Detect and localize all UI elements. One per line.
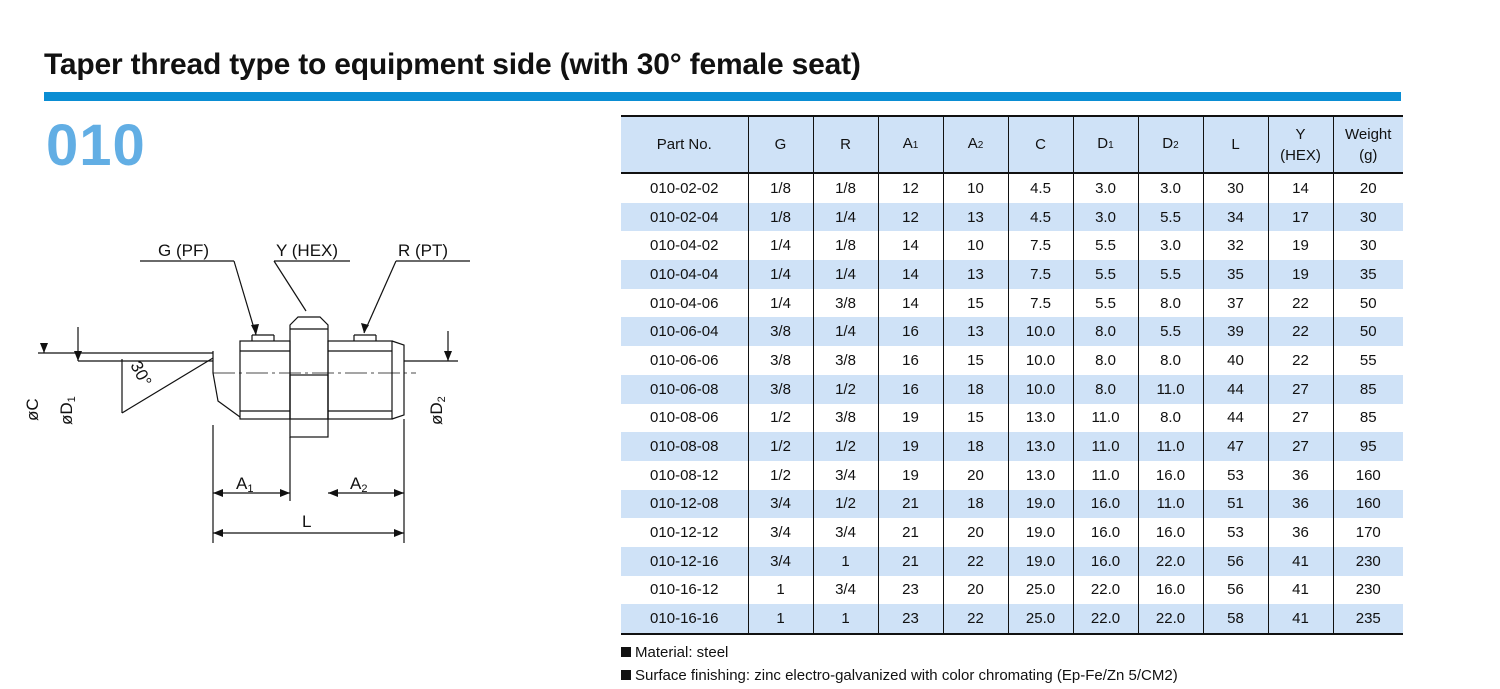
cell-d1: 5.5	[1073, 231, 1138, 260]
cell-a1: 14	[878, 289, 943, 318]
cell-d1: 11.0	[1073, 461, 1138, 490]
cell-weight: 50	[1333, 317, 1403, 346]
cell-g: 1/4	[748, 260, 813, 289]
cell-d1: 11.0	[1073, 432, 1138, 461]
cell-c: 4.5	[1008, 173, 1073, 203]
table-row	[621, 518, 1403, 547]
cell-part-no: 010-12-12	[650, 524, 719, 542]
cell-part-no: 010-16-12	[650, 581, 719, 599]
cell-weight: 170	[1333, 518, 1403, 547]
cell-g: 1/4	[748, 231, 813, 260]
cell-y-hex: 19	[1268, 260, 1333, 289]
cell-y-hex: 22	[1268, 346, 1333, 375]
cell-l: 56	[1203, 576, 1268, 605]
note-surface-finishing: Surface finishing: zinc electro-galvanized with color chromating (Ep-Fe/Zn 5/CM2)	[621, 664, 1178, 687]
cell-d2: 16.0	[1138, 461, 1203, 490]
cell-g: 3/4	[748, 547, 813, 576]
cell-l: 51	[1203, 490, 1268, 519]
cell-a1: 21	[878, 490, 943, 519]
cell-a2: 13	[943, 203, 1008, 232]
leader-y	[274, 261, 306, 311]
header-y: Y (HEX)	[1268, 116, 1333, 173]
cell-d1: 8.0	[1073, 346, 1138, 375]
cell-r: 1/8	[813, 231, 878, 260]
hex-body	[290, 317, 328, 419]
cell-a1: 16	[878, 317, 943, 346]
cell-c: 7.5	[1008, 260, 1073, 289]
cell-r: 1/2	[813, 432, 878, 461]
note-material: Material: steel	[621, 641, 1178, 664]
cell-part-no: 010-12-16	[621, 547, 748, 576]
cell-weight: 160	[1333, 461, 1403, 490]
cell-weight: 85	[1333, 404, 1403, 433]
header-r: R	[813, 116, 878, 173]
cell-weight: 230	[1333, 547, 1403, 576]
cell-a2: 15	[943, 404, 1008, 433]
cell-part-no: 010-06-08	[621, 375, 748, 404]
cell-r: 1/4	[813, 317, 878, 346]
table-row	[621, 231, 1403, 260]
cell-a2: 20	[943, 518, 1008, 547]
cell-g: 1/8	[748, 173, 813, 203]
label-dim-c: øC	[23, 398, 42, 421]
cell-c: 10.0	[1008, 317, 1073, 346]
cell-d1: 8.0	[1073, 317, 1138, 346]
cell-a1: 12	[878, 203, 943, 232]
cell-part-no: 010-08-06	[650, 409, 719, 427]
cell-a2: 10	[943, 173, 1008, 203]
table-row	[621, 461, 1403, 490]
cell-c: 10.0	[1008, 375, 1073, 404]
cell-d1: 16.0	[1073, 547, 1138, 576]
cell-a1: 19	[878, 461, 943, 490]
table-row	[621, 576, 1403, 605]
page-title: Taper thread type to equipment side (with 30° female seat)	[44, 48, 861, 81]
header-d2: D2	[1138, 116, 1203, 173]
cell-part-no: 010-16-16	[621, 604, 748, 634]
cell-l: 53	[1203, 461, 1268, 490]
cell-y-hex: 36	[1268, 490, 1333, 519]
square-bullet-icon	[621, 647, 631, 657]
label-y: Y (HEX)	[276, 241, 339, 260]
cell-part-no: 010-12-08	[621, 490, 748, 519]
cell-weight: 230	[1333, 576, 1403, 605]
cell-r: 3/4	[813, 518, 878, 547]
cell-l: 40	[1203, 346, 1268, 375]
cell-a1: 16	[878, 375, 943, 404]
cell-c: 19.0	[1008, 547, 1073, 576]
cell-a2: 10	[943, 231, 1008, 260]
cell-r: 3/4	[813, 461, 878, 490]
cell-l: 39	[1203, 317, 1268, 346]
leader-r	[364, 261, 396, 333]
cell-l: 32	[1203, 231, 1268, 260]
cell-d2: 5.5	[1138, 317, 1203, 346]
cell-d1: 16.0	[1073, 518, 1138, 547]
cell-c: 25.0	[1008, 576, 1073, 605]
cell-l: 37	[1203, 289, 1268, 318]
cell-a1: 16	[878, 346, 943, 375]
header-weight: Weight (g)	[1333, 116, 1403, 173]
cell-y-hex: 22	[1268, 317, 1333, 346]
table-row	[621, 289, 1403, 318]
cell-a2: 20	[943, 576, 1008, 605]
cell-d1: 8.0	[1073, 375, 1138, 404]
cell-part-no: 010-02-04	[621, 203, 748, 232]
cell-g: 3/8	[748, 346, 813, 375]
cell-l: 44	[1203, 375, 1268, 404]
cell-part-no: 010-04-02	[650, 237, 719, 255]
cell-c: 4.5	[1008, 203, 1073, 232]
cell-y-hex: 17	[1268, 203, 1333, 232]
cell-c: 13.0	[1008, 432, 1073, 461]
table-row	[621, 404, 1403, 433]
cell-a1: 12	[878, 173, 943, 203]
label-dim-a1: A1	[236, 474, 254, 495]
header-c: C	[1008, 116, 1073, 173]
cell-g: 3/8	[748, 375, 813, 404]
leader-g	[234, 261, 256, 335]
cell-l: 58	[1203, 604, 1268, 634]
table-row	[621, 432, 1403, 461]
cell-a2: 22	[943, 604, 1008, 634]
cell-weight: 30	[1333, 203, 1403, 232]
cell-r: 1/2	[813, 490, 878, 519]
cell-weight: 35	[1333, 260, 1403, 289]
label-g: G (PF)	[158, 241, 209, 260]
cell-d1: 22.0	[1073, 576, 1138, 605]
header-d1: D1	[1073, 116, 1138, 173]
table-row	[621, 260, 1403, 289]
spec-table	[621, 115, 1403, 635]
cell-part-no: 010-08-12	[650, 466, 719, 484]
cell-a2: 22	[943, 547, 1008, 576]
cell-g: 1/2	[748, 432, 813, 461]
cell-r: 1	[813, 604, 878, 634]
cell-d1: 3.0	[1073, 203, 1138, 232]
cell-d2: 8.0	[1138, 289, 1203, 318]
square-bullet-icon	[621, 670, 631, 680]
header-a2: A2	[943, 116, 1008, 173]
label-dim-d2: øD2	[427, 396, 448, 425]
cell-d1: 22.0	[1073, 604, 1138, 634]
cell-g: 1/2	[748, 461, 813, 490]
cell-a1: 23	[878, 604, 943, 634]
cell-a1: 23	[878, 576, 943, 605]
cell-y-hex: 27	[1268, 432, 1333, 461]
cell-d2: 22.0	[1138, 547, 1203, 576]
cell-l: 56	[1203, 547, 1268, 576]
cell-d2: 8.0	[1138, 404, 1203, 433]
label-dim-d1: øD1	[57, 396, 78, 425]
header-l: L	[1203, 116, 1268, 173]
cell-y-hex: 41	[1268, 576, 1333, 605]
table-row	[621, 375, 1403, 404]
cell-r: 3/4	[813, 576, 878, 605]
table-row	[621, 346, 1403, 375]
table-row	[621, 547, 1403, 576]
cell-weight: 30	[1333, 231, 1403, 260]
cell-c: 19.0	[1008, 518, 1073, 547]
table-header-row	[621, 116, 1403, 173]
cell-c: 10.0	[1008, 346, 1073, 375]
cell-d2: 16.0	[1138, 576, 1203, 605]
cell-part-no: 010-04-04	[621, 260, 748, 289]
cell-y-hex: 27	[1268, 375, 1333, 404]
cell-d2: 3.0	[1138, 173, 1203, 203]
cell-c: 7.5	[1008, 289, 1073, 318]
label-dim-a2: A2	[350, 474, 368, 495]
cell-a2: 18	[943, 432, 1008, 461]
cell-l: 35	[1203, 260, 1268, 289]
cell-d2: 22.0	[1138, 604, 1203, 634]
table-row	[621, 317, 1403, 346]
cell-a1: 14	[878, 260, 943, 289]
cell-y-hex: 14	[1268, 173, 1333, 203]
header-part-no: Part No.	[621, 116, 748, 173]
cell-part-no: 010-04-06	[650, 294, 719, 312]
cell-y-hex: 36	[1268, 518, 1333, 547]
cell-d2: 3.0	[1138, 231, 1203, 260]
cell-c: 25.0	[1008, 604, 1073, 634]
cell-d1: 3.0	[1073, 173, 1138, 203]
cell-l: 30	[1203, 173, 1268, 203]
cell-r: 3/8	[813, 289, 878, 318]
cell-a1: 21	[878, 547, 943, 576]
cell-r: 1/4	[813, 260, 878, 289]
cell-a2: 13	[943, 317, 1008, 346]
cell-c: 7.5	[1008, 231, 1073, 260]
cell-a1: 19	[878, 432, 943, 461]
cell-part-no: 010-06-04	[621, 317, 748, 346]
cell-a1: 19	[878, 404, 943, 433]
cell-r: 1/8	[813, 173, 878, 203]
cell-d2: 8.0	[1138, 346, 1203, 375]
cell-weight: 20	[1333, 173, 1403, 203]
cell-g: 3/8	[748, 317, 813, 346]
cell-l: 53	[1203, 518, 1268, 547]
cell-c: 19.0	[1008, 490, 1073, 519]
cell-g: 3/4	[748, 490, 813, 519]
cell-a1: 14	[878, 231, 943, 260]
cell-y-hex: 41	[1268, 547, 1333, 576]
cell-l: 44	[1203, 404, 1268, 433]
cell-g: 1/2	[748, 404, 813, 433]
cell-y-hex: 27	[1268, 404, 1333, 433]
label-angle: 30°	[126, 357, 156, 390]
fitting-drawing	[18, 225, 488, 555]
cell-a2: 15	[943, 289, 1008, 318]
hex-lower	[290, 375, 328, 437]
cell-a2: 18	[943, 490, 1008, 519]
cell-d1: 16.0	[1073, 490, 1138, 519]
header-g: G	[748, 116, 813, 173]
cell-d2: 5.5	[1138, 203, 1203, 232]
cell-r: 1	[813, 547, 878, 576]
cell-a2: 13	[943, 260, 1008, 289]
cell-g: 1	[748, 576, 813, 605]
cell-d2: 16.0	[1138, 518, 1203, 547]
cell-d2: 11.0	[1138, 375, 1203, 404]
seat-profile	[213, 351, 240, 417]
cell-weight: 95	[1333, 432, 1403, 461]
right-body	[328, 341, 392, 419]
table-row	[621, 173, 1403, 203]
header-a1: A1	[878, 116, 943, 173]
cell-a2: 15	[943, 346, 1008, 375]
cell-g: 1/4	[748, 289, 813, 318]
cell-a2: 20	[943, 461, 1008, 490]
cell-weight: 55	[1333, 346, 1403, 375]
cell-g: 1	[748, 604, 813, 634]
cell-y-hex: 19	[1268, 231, 1333, 260]
table-row	[621, 490, 1403, 519]
table-row	[621, 604, 1403, 634]
cell-weight: 235	[1333, 604, 1403, 634]
cell-a1: 21	[878, 518, 943, 547]
cell-c: 13.0	[1008, 461, 1073, 490]
cell-weight: 85	[1333, 375, 1403, 404]
cell-r: 1/2	[813, 375, 878, 404]
cell-l: 34	[1203, 203, 1268, 232]
cell-g: 1/8	[748, 203, 813, 232]
cell-part-no: 010-08-08	[621, 432, 748, 461]
cell-d1: 11.0	[1073, 404, 1138, 433]
cell-d2: 11.0	[1138, 490, 1203, 519]
table-row	[621, 203, 1403, 232]
model-code: 010	[46, 113, 146, 178]
cell-c: 13.0	[1008, 404, 1073, 433]
cell-weight: 160	[1333, 490, 1403, 519]
cell-l: 47	[1203, 432, 1268, 461]
cell-y-hex: 41	[1268, 604, 1333, 634]
cell-d1: 5.5	[1073, 260, 1138, 289]
cell-r: 3/8	[813, 404, 878, 433]
cell-a2: 18	[943, 375, 1008, 404]
cell-d1: 5.5	[1073, 289, 1138, 318]
cell-y-hex: 22	[1268, 289, 1333, 318]
cell-d2: 5.5	[1138, 260, 1203, 289]
label-r: R (PT)	[398, 241, 449, 260]
cell-r: 1/4	[813, 203, 878, 232]
cell-weight: 50	[1333, 289, 1403, 318]
title-rule	[44, 92, 1401, 101]
cell-g: 3/4	[748, 518, 813, 547]
right-thread-end	[392, 341, 404, 419]
cell-part-no: 010-02-02	[650, 179, 719, 197]
notes	[621, 641, 1178, 687]
label-dim-l: L	[302, 512, 312, 531]
cell-part-no: 010-06-06	[650, 351, 719, 369]
cell-y-hex: 36	[1268, 461, 1333, 490]
left-body	[240, 341, 290, 419]
cell-r: 3/8	[813, 346, 878, 375]
cell-d2: 11.0	[1138, 432, 1203, 461]
